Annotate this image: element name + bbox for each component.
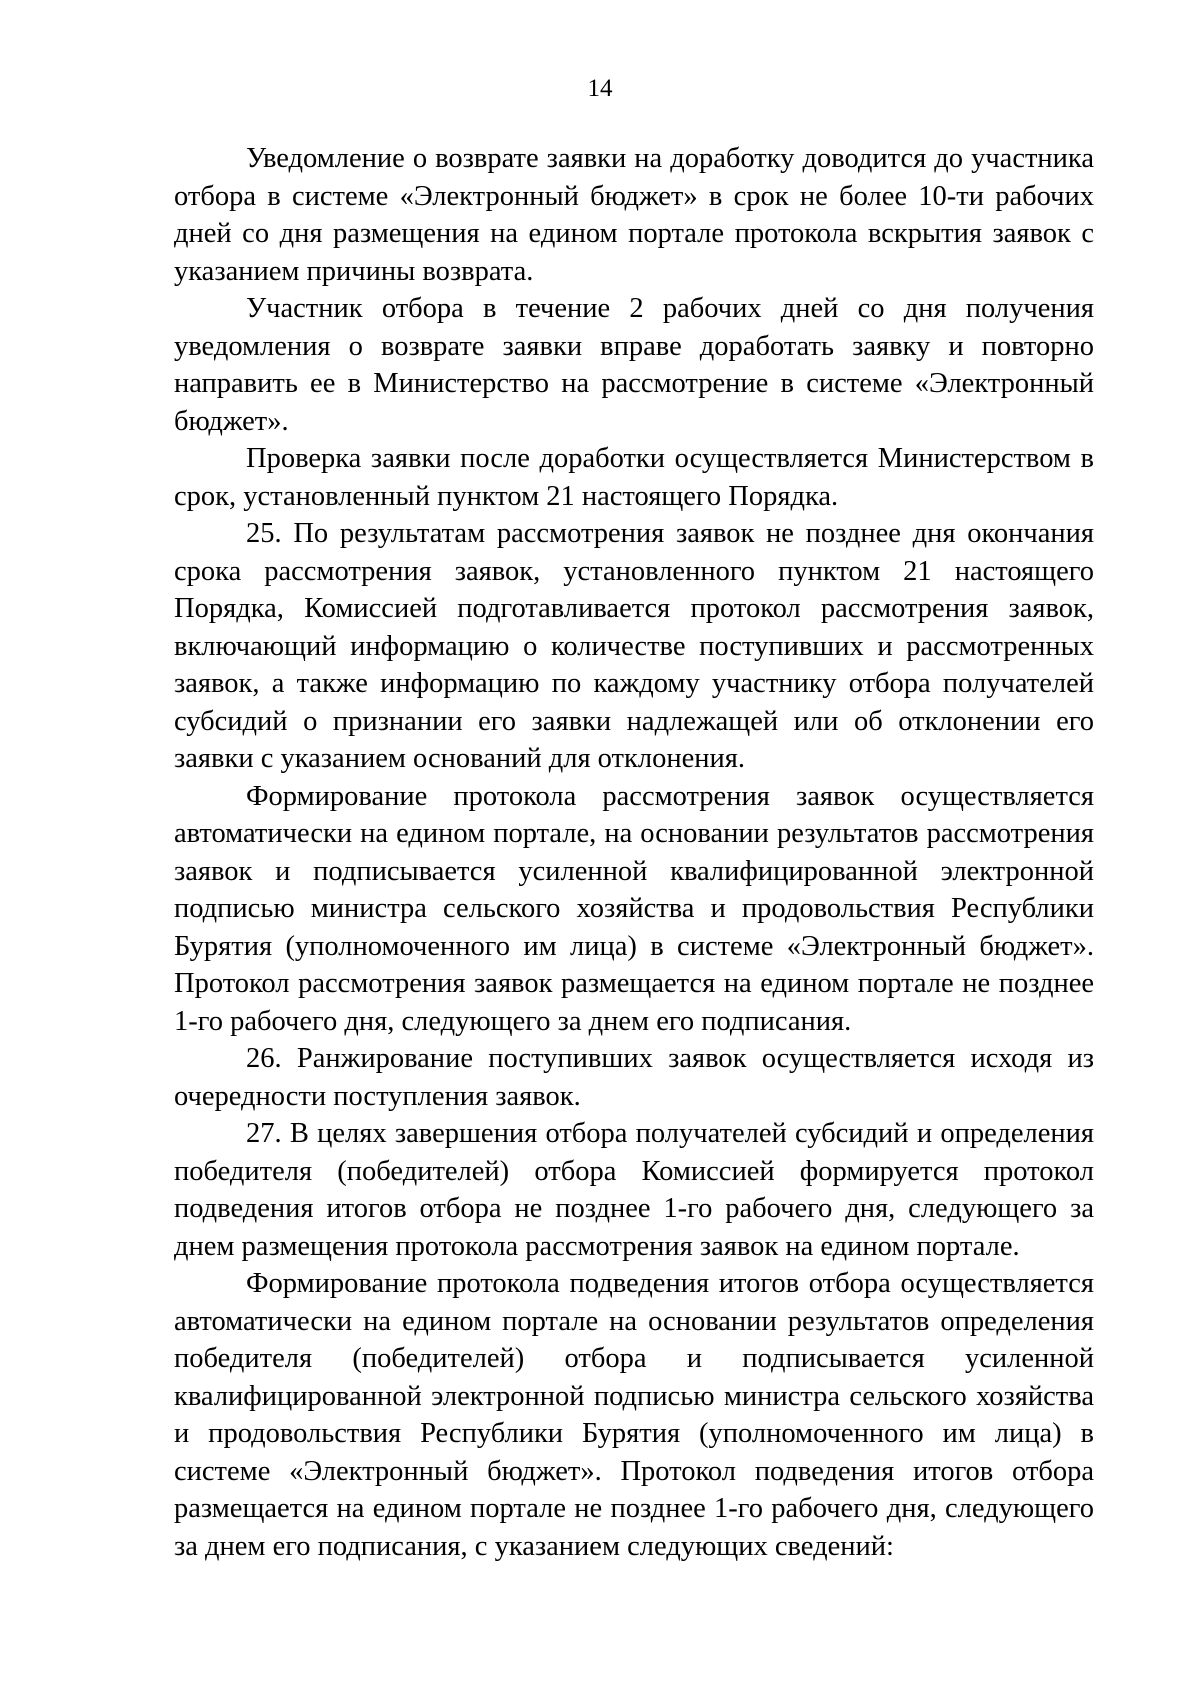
- paragraph-item-26: 26. Ранжирование поступивших заявок осуществляется исходя из очередности поступления заявок.: [174, 1043, 1094, 1112]
- paragraph-results-protocol: Формирование протокола подведения итогов отбора осуществляется автоматически на едином портале на основании результатов определения победителя (победителей) отбора и подписывается усиленной квалифицированной электронной подписью министра сельского хозяйства и продовольствия Республики Бурятия (уполномоченного им лица) в системе «Электронный бюджет». Протокол подведения итогов отбора размещается на едином портале не позднее 1-го рабочего дня, следующего за днем его подписания, с указанием следующих сведений:: [174, 1268, 1094, 1562]
- paragraph-resubmission: Участник отбора в течение 2 рабочих дней со дня получения уведомления о возврате заявки вправе доработать заявку и повторно направить ее в Министерство на рассмотрение в системе «Электронный бюджет».: [174, 293, 1094, 437]
- paragraph-recheck: Проверка заявки после доработки осуществляется Министерством в срок, установленный пунктом 21 настоящего Порядка.: [174, 443, 1094, 512]
- paragraph-review-protocol: Формирование протокола рассмотрения заявок осуществляется автоматически на едином портале, на основании результатов рассмотрения заявок и подписывается усиленной квалифицированной электронной подписью министра сельского хозяйства и продовольствия Республики Бурятия (уполномоченного им лица) в системе «Электронный бюджет». Протокол рассмотрения заявок размещается на едином портале не позднее 1-го рабочего дня, следующего за днем его подписания.: [174, 780, 1094, 1037]
- document-body: [174, 140, 1094, 1565]
- page-number: 14: [587, 75, 613, 102]
- paragraph-return-notice: Уведомление о возврате заявки на доработку доводится до участника отбора в системе «Электронный бюджет» в срок не более 10-ти рабочих дней со дня размещения на едином портале протокола вскрытия заявок с указанием причины возврата.: [174, 143, 1094, 287]
- paragraph-item-27: 27. В целях завершения отбора получателей субсидий и определения победителя (победителей) отбора Комиссией формируется протокол подведения итогов отбора не позднее 1-го рабочего дня, следующего за днем размещения протокола рассмотрения заявок на едином портале.: [174, 1118, 1094, 1262]
- paragraph-item-25: 25. По результатам рассмотрения заявок не позднее дня окончания срока рассмотрения заявок, установленного пунктом 21 настоящего Порядка, Комиссией подготавливается протокол рассмотрения заявок, включающий информацию о количестве поступивших и рассмотренных заявок, а также информацию по каждому участнику отбора получателей субсидий о признании его заявки надлежащей или об отклонении его заявки с указанием оснований для отклонения.: [174, 518, 1094, 774]
